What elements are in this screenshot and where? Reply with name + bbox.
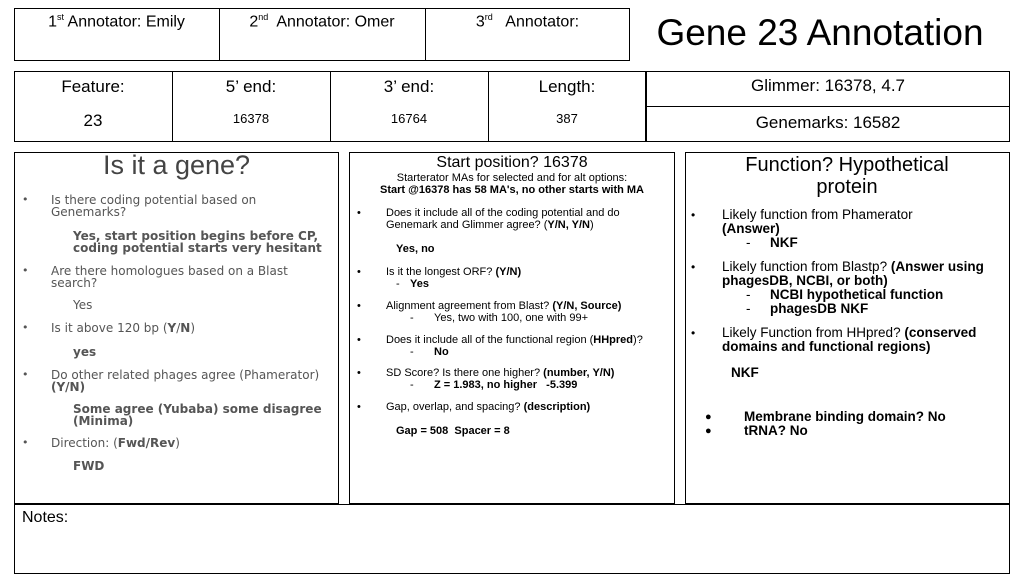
start-panel-title: Start position? 16378: [436, 154, 588, 171]
function-answer-2a: - NCBI hypothetical function: [746, 287, 944, 302]
trna-item: ● tRNA? No: [705, 423, 808, 438]
bullet: •: [22, 193, 29, 206]
third-annotator-label: Annotator:: [505, 13, 580, 31]
bullet: •: [357, 300, 361, 312]
gene-question-5: Direction: (Fwd/Rev): [51, 436, 180, 450]
five-prime-value: 16378: [232, 111, 270, 126]
gene-answer-2: Yes: [73, 298, 93, 312]
feature-header: Feature:: [61, 77, 125, 96]
start-answer-2: - Yes: [396, 278, 429, 290]
gene-answer-1: Yes, start position begins before CP, coding potential starts very hesitant: [73, 229, 322, 255]
bullet: •: [22, 436, 29, 449]
bullet: •: [357, 334, 361, 346]
notes-box[interactable]: [14, 504, 1010, 574]
bullet: •: [22, 321, 29, 334]
page-title: Gene 23 Annotation: [656, 12, 984, 53]
three-prime-value: 16764: [390, 111, 428, 126]
start-question-6: Gap, overlap, and spacing? (description): [386, 401, 591, 413]
gene-answer-4: Some agree (Yubaba) some disagree (Minima): [73, 402, 322, 428]
gene-panel-title: Is it a gene?: [102, 150, 251, 180]
gene-answer-5: FWD: [73, 459, 105, 473]
bullet: •: [22, 368, 29, 381]
function-panel-title: Function? Hypothetical protein: [745, 154, 949, 198]
start-panel-subtitle: Starterator MAs for selected and for alt options:: [396, 172, 628, 184]
three-prime-header: 3’ end:: [383, 77, 435, 96]
start-question-1: Does it include all of the coding potential and do Genemark and Glimmer agree? (Y/N, Y/N): [386, 207, 620, 231]
function-question-list: [691, 208, 1003, 438]
length-header: Length:: [538, 77, 596, 96]
start-answer-4: - No: [410, 346, 449, 358]
length-value: 387: [556, 111, 578, 126]
bullet: •: [691, 260, 696, 274]
gene-question-3: Is it above 120 bp (Y/N): [51, 321, 196, 335]
bullet: •: [691, 208, 696, 222]
second-annotator-label: Annotator: Omer: [276, 13, 395, 31]
function-question-1: Likely function from Phamerator (Answer): [722, 207, 913, 236]
function-answer-3: NKF: [731, 365, 759, 380]
bullet: •: [357, 367, 361, 379]
bullet: ●: [705, 425, 712, 437]
bullet: •: [357, 401, 361, 413]
first-annotator-label: Annotator: Emily: [67, 13, 185, 31]
start-answer-6: Gap = 508 Spacer = 8: [396, 425, 510, 437]
start-question-4: Does it include all of the functional region (HHpred)?: [386, 334, 643, 346]
membrane-item: ● Membrane binding domain? No: [705, 409, 946, 424]
first-annotator-cell: 1st Annotator: Emily: [48, 12, 185, 31]
bullet: ●: [705, 411, 712, 423]
gene-question-1: Is there coding potential based on Genemarks?: [51, 193, 257, 219]
function-answer-2b: - phagesDB NKF: [746, 301, 869, 316]
bullet: •: [357, 207, 361, 219]
genemarks-value: Genemarks: 16582: [755, 113, 901, 132]
start-question-5: SD Score? Is there one higher? (number, Y/N): [386, 367, 615, 379]
bullet: •: [691, 326, 696, 340]
third-annotator-cell: 3rd Annotator:: [475, 12, 580, 31]
gene-question-list: [22, 194, 327, 472]
glimmer-value: Glimmer: 16378, 4.7: [750, 76, 905, 95]
feature-value: 23: [83, 111, 103, 130]
bullet: •: [357, 266, 361, 278]
gene-question-4: Do other related phages agree (Phamerator) (Y/N): [51, 368, 320, 394]
five-prime-header: 5’ end:: [225, 77, 277, 96]
function-question-2: Likely function from Blastp? (Answer using phagesDB, NCBI, or both): [722, 259, 984, 288]
start-answer-3: - Yes, two with 100, one with 99+: [410, 312, 588, 324]
start-question-2: Is it the longest ORF? (Y/N): [386, 266, 522, 278]
function-answer-1: - NKF: [746, 235, 798, 250]
start-answer-1: Yes, no: [396, 243, 435, 255]
start-panel-subtitle-bold: Start @16378 has 58 MA's, no other starts with MA: [380, 184, 644, 196]
start-question-list: [357, 207, 669, 437]
gene-answer-3: yes: [73, 345, 97, 359]
start-answer-5: - Z = 1.983, no higher -5.399: [410, 379, 578, 391]
function-question-3: Likely Function from HHpred? (conserved domains and functional regions): [722, 325, 977, 354]
gene-question-2: Are there homologues based on a Blast search?: [51, 264, 288, 290]
second-annotator-cell: 2nd Annotator: Omer: [249, 12, 395, 31]
start-question-3: Alignment agreement from Blast? (Y/N, Source): [386, 300, 622, 312]
notes-label: Notes:: [22, 509, 69, 526]
bullet: •: [22, 264, 29, 277]
